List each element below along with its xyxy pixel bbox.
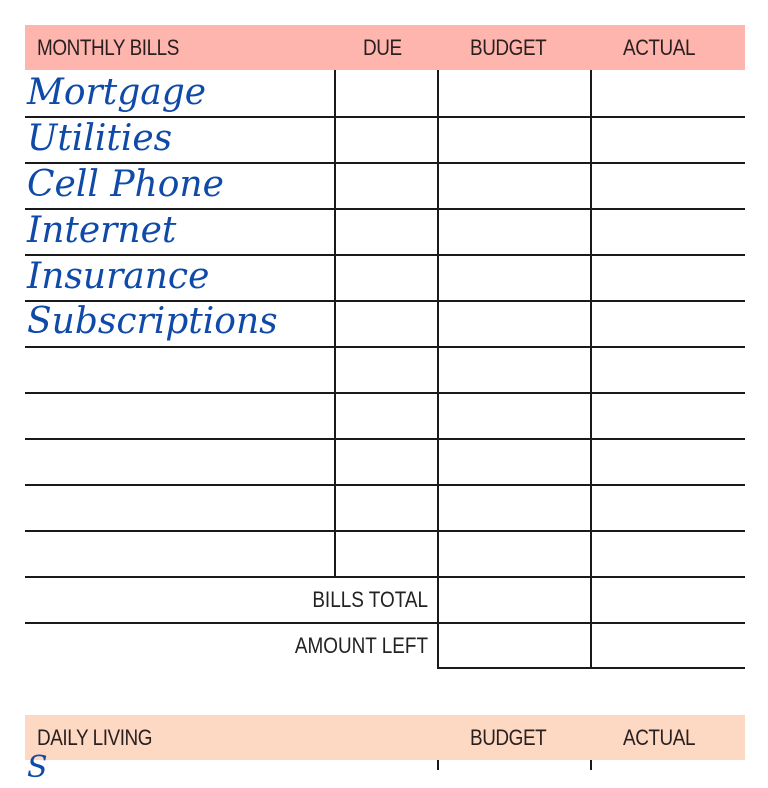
daily-item-partial: S (27, 750, 48, 785)
monthly-bills-header (25, 25, 745, 70)
due-column-cells[interactable] (336, 70, 437, 576)
bill-name[interactable]: Internet (27, 210, 177, 251)
daily-actual-divider (590, 760, 592, 770)
header-daily-living: DAILY LIVING (37, 725, 153, 750)
daily-living-header (25, 715, 745, 760)
bills-total-label: BILLS TOTAL (312, 587, 428, 612)
header-monthly-bills: MONTHLY BILLS (37, 35, 179, 60)
header-actual: ACTUAL (623, 35, 696, 60)
header-budget: BUDGET (470, 35, 547, 60)
header-budget: BUDGET (470, 725, 547, 750)
bill-name[interactable]: Cell Phone (27, 164, 224, 205)
header-due: DUE (363, 35, 402, 60)
bill-name[interactable]: Utilities (27, 118, 173, 159)
row-line (437, 667, 745, 669)
bill-name[interactable]: Mortgage (27, 72, 207, 113)
header-actual: ACTUAL (623, 725, 696, 750)
budget-column-cells[interactable] (439, 70, 590, 667)
bill-name[interactable]: Insurance (27, 256, 210, 297)
bill-name[interactable]: Subscriptions (27, 301, 278, 342)
actual-column-cells[interactable] (592, 70, 745, 667)
daily-budget-divider (437, 760, 439, 770)
amount-left-label: AMOUNT LEFT (294, 633, 428, 658)
